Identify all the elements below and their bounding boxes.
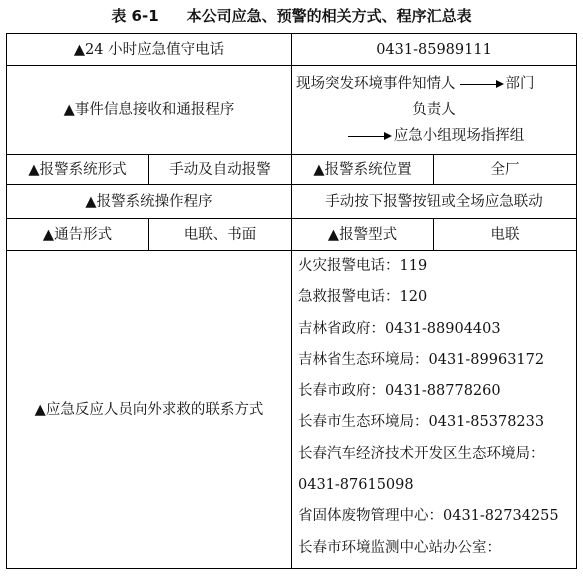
- external-contact-list: [292, 251, 577, 569]
- notice-form-value: 电联、书面: [149, 219, 292, 251]
- procedure-flow-line-3: [296, 123, 572, 149]
- list-item: 火灾报警电话：119: [298, 258, 428, 274]
- table-row: [7, 219, 577, 251]
- table-row: [7, 185, 577, 219]
- list-item: 吉林省生态环境局：0431-89963172: [298, 351, 545, 368]
- alarm-operation-label: ▲报警系统操作程序: [7, 185, 292, 219]
- external-contact-label: ▲应急反应人员向外求救的联系方式: [7, 251, 292, 569]
- procedure-label: ▲事件信息接收和通报程序: [7, 66, 292, 155]
- table-row: [7, 251, 577, 569]
- table-row: [7, 34, 577, 66]
- alarm-form-value: 手动及自动报警: [149, 155, 292, 185]
- hotline-value: 0431-85989111: [292, 34, 577, 66]
- alarm-type-label: ▲报警型式: [292, 219, 434, 251]
- alarm-form-label: ▲报警系统形式: [7, 155, 149, 185]
- list-item: 急救报警电话：120: [298, 289, 428, 306]
- emergency-contact-table: [6, 33, 577, 569]
- hotline-label: ▲24 小时应急值守电话: [7, 34, 292, 66]
- table-number: 表 6-1: [111, 7, 159, 25]
- alarm-type-value: 电联: [434, 219, 577, 251]
- list-item: 长春市环境监测中心站办公室：: [298, 539, 501, 556]
- notice-form-label: ▲通告形式: [7, 219, 149, 251]
- procedure-flow-line-2: [296, 97, 572, 123]
- list-item: 长春市政府：0431-88778260: [298, 383, 501, 400]
- flow-step-2b: 负责人: [412, 102, 456, 118]
- arrow-right-icon: [460, 84, 502, 85]
- list-item: 长春市生态环境局：0431-85378233: [298, 414, 545, 431]
- procedure-flow-line-1: [296, 71, 572, 97]
- table-title: 本公司应急、预警的相关方式、程序汇总表: [186, 7, 472, 25]
- list-item: 吉林省政府：0431-88904403: [298, 320, 501, 337]
- table-row: [7, 155, 577, 185]
- alarm-location-value: 全厂: [434, 155, 577, 185]
- table-row: [7, 66, 577, 155]
- flow-step-1: 现场突发环境事件知情人: [296, 76, 456, 92]
- alarm-operation-value: 手动按下报警按钮或全场应急联动: [292, 185, 577, 219]
- alarm-location-label: ▲报警系统位置: [292, 155, 434, 185]
- flow-step-2: 部门: [505, 76, 535, 92]
- procedure-flow: [292, 66, 577, 155]
- table-caption: [0, 5, 583, 26]
- list-item: 省固体废物管理中心：0431-82734255: [298, 508, 559, 525]
- list-item: 长春汽车经济技术开发区生态环境局：: [298, 445, 545, 462]
- flow-step-3: 应急小组现场指挥组: [393, 128, 525, 144]
- list-item: 0431-87615098: [298, 477, 414, 494]
- arrow-right-icon: [348, 136, 390, 137]
